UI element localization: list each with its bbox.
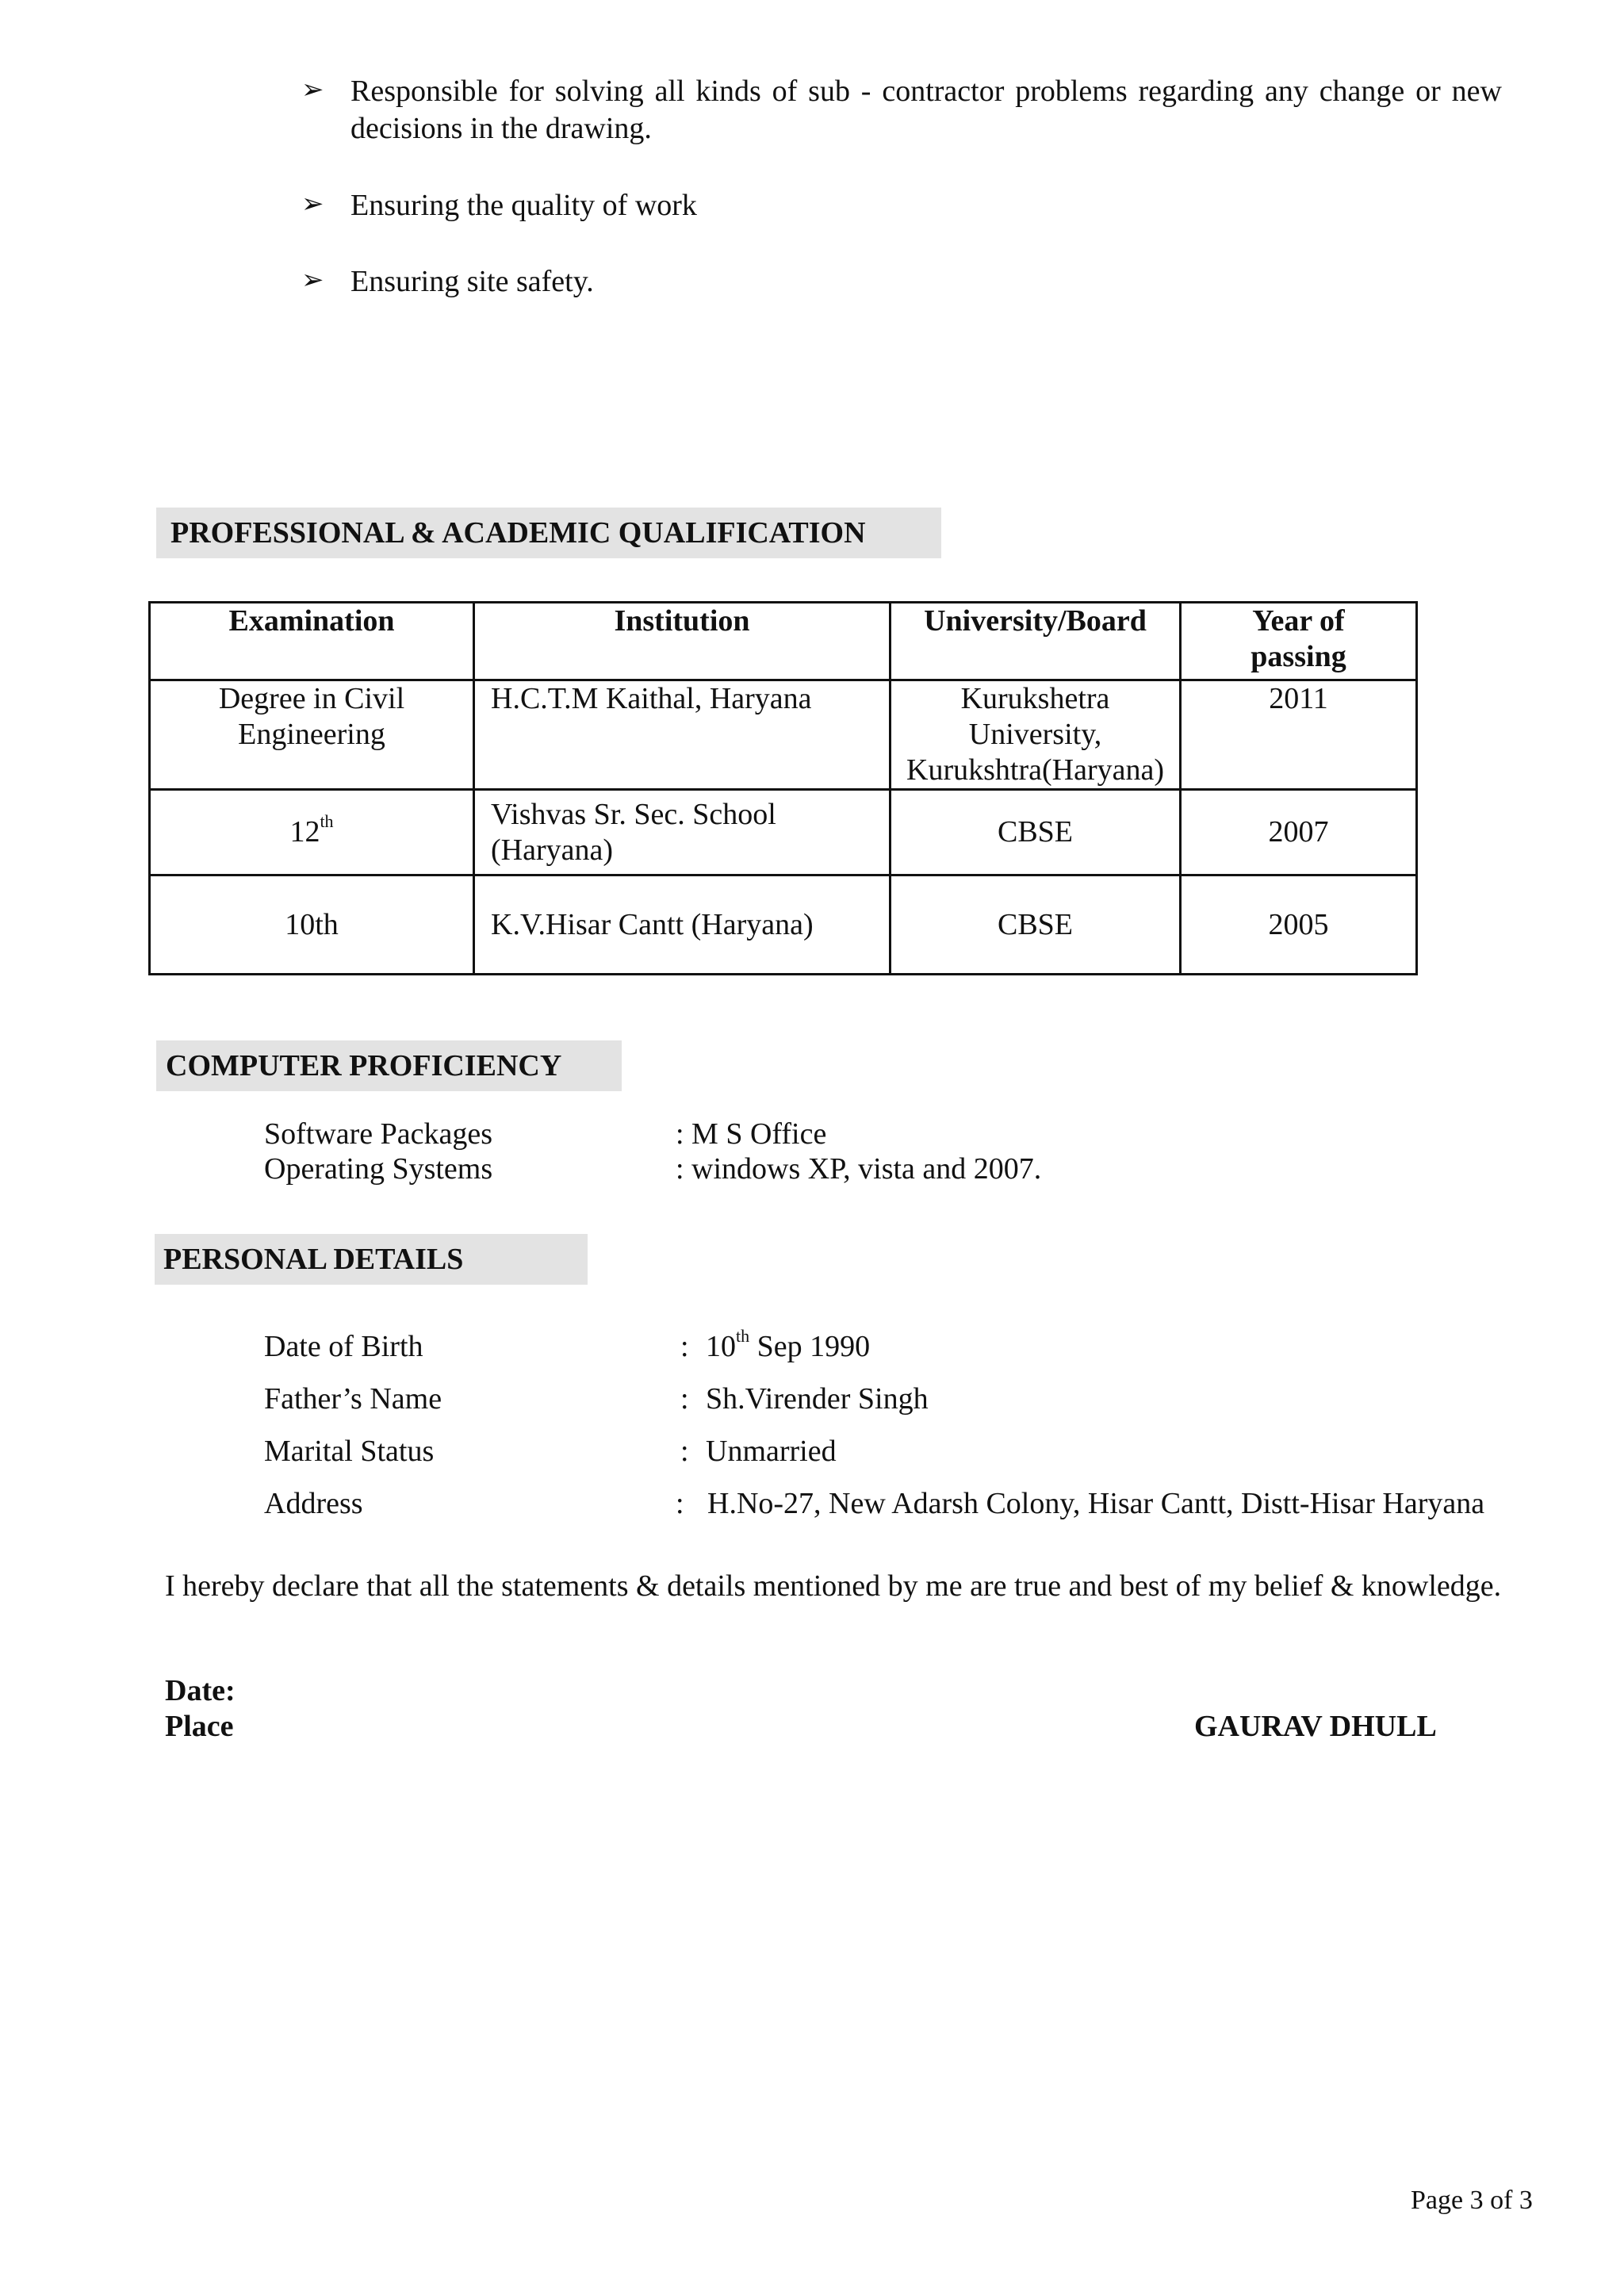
signature-name: GAURAV DHULL [1194,1710,1437,1743]
cell-board: CBSE [891,875,1181,975]
dob-suffix: th [736,1326,750,1347]
column-header: Examination [150,603,474,680]
bullet-text: Responsible for solving all kinds of sub - contractor problems regarding any change or new decisions in the drawing. [350,75,1502,145]
exam-suffix: th [320,811,334,832]
declaration-text: I hereby declare that all the statements & details mentioned by me are true and best of my belief & knowledge. [165,1569,1502,1603]
qualification-table [148,601,1418,975]
dob-value [706,1326,871,1364]
arrow-bullet-icon: ➢ [301,190,324,219]
cell-exam [150,790,474,875]
address-label: Address [264,1487,363,1520]
computer-heading: COMPUTER PROFICIENCY [156,1040,622,1091]
cell-year: 2005 [1181,875,1417,975]
cell-institution: H.C.T.M Kaithal, Haryana [474,680,891,790]
bullet-item [301,73,1502,148]
dob-separator: : [680,1330,689,1363]
qualification-heading: PROFESSIONAL & ACADEMIC QUALIFICATION [156,508,941,558]
place-label: Place [165,1710,234,1743]
date-label: Date: [165,1674,236,1707]
dob-month-year: Sep 1990 [749,1330,871,1363]
cell-exam: 10th [150,875,474,975]
bullet-text: Ensuring the quality of work [350,189,697,222]
page-number: Page 3 of 3 [1411,2186,1533,2215]
father-separator: : [680,1382,689,1416]
cell-board: CBSE [891,790,1181,875]
marital-label: Marital Status [264,1435,435,1468]
dob-label: Date of Birth [264,1330,423,1363]
cell-board: Kurukshetra University, Kurukshtra(Haryana) [891,680,1181,790]
column-header: Institution [474,603,891,680]
cell-year: 2007 [1181,790,1417,875]
cell-institution: Vishvas Sr. Sec. School (Haryana) [474,790,891,875]
marital-value: Unmarried [706,1435,837,1468]
cell-year: 2011 [1181,680,1417,790]
father-label: Father’s Name [264,1382,442,1416]
software-value: : M S Office [676,1117,827,1151]
marital-separator: : [680,1435,689,1468]
os-value: : windows XP, vista and 2007. [676,1152,1042,1186]
address-separator: : [676,1487,684,1520]
column-header: University/Board [891,603,1181,680]
arrow-bullet-icon: ➢ [301,266,324,295]
exam-number: 12 [289,815,320,849]
address-value: H.No-27, New Adarsh Colony, Hisar Cantt, Distt-Hisar Haryana [707,1487,1485,1520]
table-row [150,875,1417,975]
table-row [150,790,1417,875]
bullet-item [301,263,594,301]
dob-day: 10 [706,1330,736,1363]
father-value: Sh.Virender Singh [706,1382,929,1416]
table-header-row [150,603,1417,680]
software-label: Software Packages [264,1117,493,1151]
arrow-bullet-icon: ➢ [301,75,324,105]
cell-exam: Degree in Civil Engineering [150,680,474,790]
cell-institution: K.V.Hisar Cantt (Haryana) [474,875,891,975]
os-label: Operating Systems [264,1152,493,1186]
table-row [150,680,1417,790]
bullet-item [301,187,697,224]
bullet-text: Ensuring site safety. [350,265,594,298]
personal-heading: PERSONAL DETAILS [155,1234,588,1285]
column-header: Year of passing [1181,603,1417,680]
